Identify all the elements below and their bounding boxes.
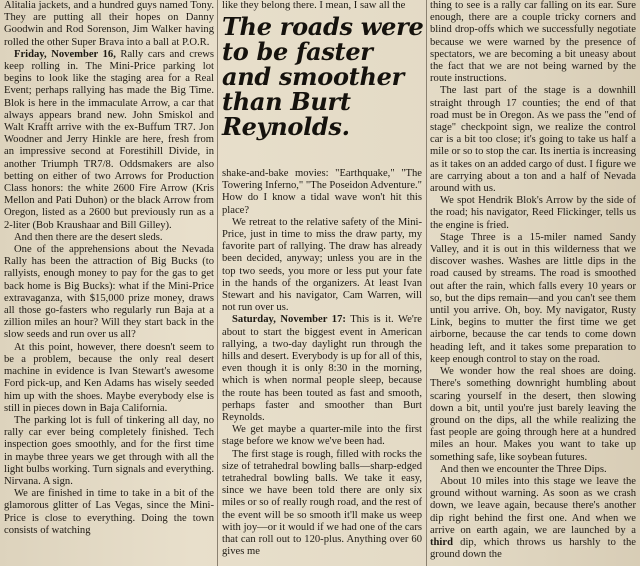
article-column-middle — [222, 168, 422, 566]
article-column-middle-top-line: like they belong there. I mean, I saw all the — [222, 0, 406, 11]
article-paragraph: Friday, November 16, Rally cars and crews keep rolling in. The Mini-Price parking lot begins to look like the staging area for a Real Event; perhaps rallying has made the Big Time. Blok is here in the immaculate Arrow, a car that always appears brand new. John Smiskol and Walt Krafft arrive with the ex-Buffum TR7. Jon Woodner and Jerry Hinkle are here, fresh from an impressive second at Forestihill Divide, in another Triumph TR7/8. Oddsmakers are also betting on either of two Arrows for Production Class honors: the white 2600 Fire Arrow (Kris Mellon and Pati Duhon) or the black Arrow from Oregon, listed as a 2600 but previously run as a 2-liter (Bob Kraushaar and Bill Gilley). — [4, 48, 214, 231]
date-lead: Friday, November 16, — [14, 48, 116, 60]
article-paragraph: shake-and-bake movies: "Earthquake," "The Towering Inferno," "The Poseidon Adventure." How do I know a tidal wave won't hit this place? — [222, 168, 422, 216]
article-paragraph: The last part of the stage is a downhill straight through 17 counties; the end of that road must be in Oregon. As we pass the "end of stage" checkpoint sign, we realize the control car is a bit too close; it's going to take us half a mile or so to stop the car. Its inertia is increasing as it takes on an added cargo of dust. I figure we are carrying about a ton and a half of Nevada around with us. — [430, 85, 636, 195]
article-paragraph: The parking lot is full of tinkering all day, no rally car ever being completely finished. Tech inspection goes smoothly, and for the first time in maybe three years we get through with all the light bulbs working. Turn signals and everything. Nirvana. A sign. — [4, 414, 214, 487]
article-paragraph: And then there are the desert sleds. — [14, 231, 163, 243]
column-divider — [426, 0, 427, 566]
article-column-right — [430, 0, 636, 566]
article-paragraph: At this point, however, there doesn't seem to be a problem, because the only real desert machine in evidence is Ivan Stewart's awesome Ford pick-up, and Ken Adams has wisely seeded him up with the shoes. Maybe everybody else is still in pieces down in Baja California. — [4, 341, 214, 414]
article-paragraph: We get maybe a quarter-mile into the first stage before we know we've been had. — [222, 424, 422, 448]
article-paragraph: And then we encounter the Three Dips. — [440, 463, 607, 475]
article-paragraph: We retreat to the relative safety of the Mini-Price, just in time to miss the draw party, my favorite part of rallying. The draw has already been decided, anyway; unless you are in the top two seeds, you more or less put your fate in the hands of the organizers. At least Ivan Stewart and his navigator, Cam Warren, will not run over us. — [222, 216, 422, 314]
article-paragraph: One of the apprehensions about the Nevada Rally has been the attraction of Big Bucks (to rallyists, enough money to pay for the gas to get back home is Big Bucks): what if the Mini-Price extravaganza, with $15,000 prize money, draws all those go-fasters who regularly run Baja at a zillion miles an hour? Will they start back in the slow seeds and run over us all? — [4, 244, 214, 341]
article-paragraph: Stage Three is a 15-miler named Sandy Valley, and it is out in this wilderness that we discover washes. Washes are little dips in the road caused by streams. The road is smoothed out after the rain, which falls every 10 years or so, but the dips remain—and you can't see them until you arrive. Oh, boy. My navigator, Rusty Link, begins to mutter the first time we get airborne, because the car tends to come down heading left, and it takes some preparation to keep enough control to stay on the road. — [430, 231, 636, 365]
article-paragraph: Alitalia jackets, and a hundred guys named Tony. They are putting all their hopes on Danny Goodwin and Rod Sorenson, Jim Walker having rolled the other Super Brava into a ball at P.O.R. — [4, 0, 214, 48]
article-paragraph: thing to see is a rally car falling on its ear. Sure enough, there are a couple tricky corners and blind drop-offs which we successfully negotiate because we were warned by the presence of spectators, we are becoming a bit uneasy about the fact that we are not being warned by the route instructions. — [430, 0, 636, 85]
date-lead: Saturday, November 17: — [232, 314, 346, 326]
article-paragraph: Saturday, November 17: This is it. We're about to start the biggest event in American rallying, a two-day daylight run through the hills and desert. Everybody is up for all of this, even though it is only 8:30 in the morning, which is when normal people sleep, because the route has been touted as fast and smooth, perhaps faster and smoother than Burt Reynolds. — [222, 314, 422, 424]
emphasis-word: third — [430, 536, 453, 548]
article-column-left — [4, 0, 214, 566]
column-divider — [217, 0, 218, 566]
article-paragraph: We wonder how the real shoes are doing. There's something downright humbling about scaring yourself in the desert, then slowing down a bit, until you're just barely leaving the ground on the dips, all the while realizing the fast people are going through here at a hundred miles an hour. Makes you want to take up something safe, like soybean futures. — [430, 366, 636, 463]
article-paragraph: We are finished in time to take in a bit of the glamorous glitter of Las Vegas, since the Mini-Price is close to everything. Doing the town consists of watching — [4, 488, 214, 536]
article-paragraph: The first stage is rough, filled with rocks the size of tetrahedral bowling balls—sharp-edged tetrahedral bowling balls. We take it easy, since we have been told there are only six miles or so of really rough road, and the rest of the event will be so smooth it'll make us weep with joy—or it would if we had one of the cars that can roll out to 120-plus. Anything over 60 gives me — [222, 448, 422, 558]
pull-quote: The roads were to be faster and smoother than Burt Reynolds. — [222, 12, 424, 141]
article-paragraph: We spot Hendrik Blok's Arrow by the side of the road; his navigator, Reed Flickinger, tells us the engine is fried. — [430, 195, 636, 231]
article-paragraph: About 10 miles into this stage we leave the ground without warning. As soon as we crash down, we leave again, because there's another dip right behind the first one. And when we arrive on earth again, we are launched by a third dip, which throws us harshly to the ground down the — [430, 475, 636, 561]
